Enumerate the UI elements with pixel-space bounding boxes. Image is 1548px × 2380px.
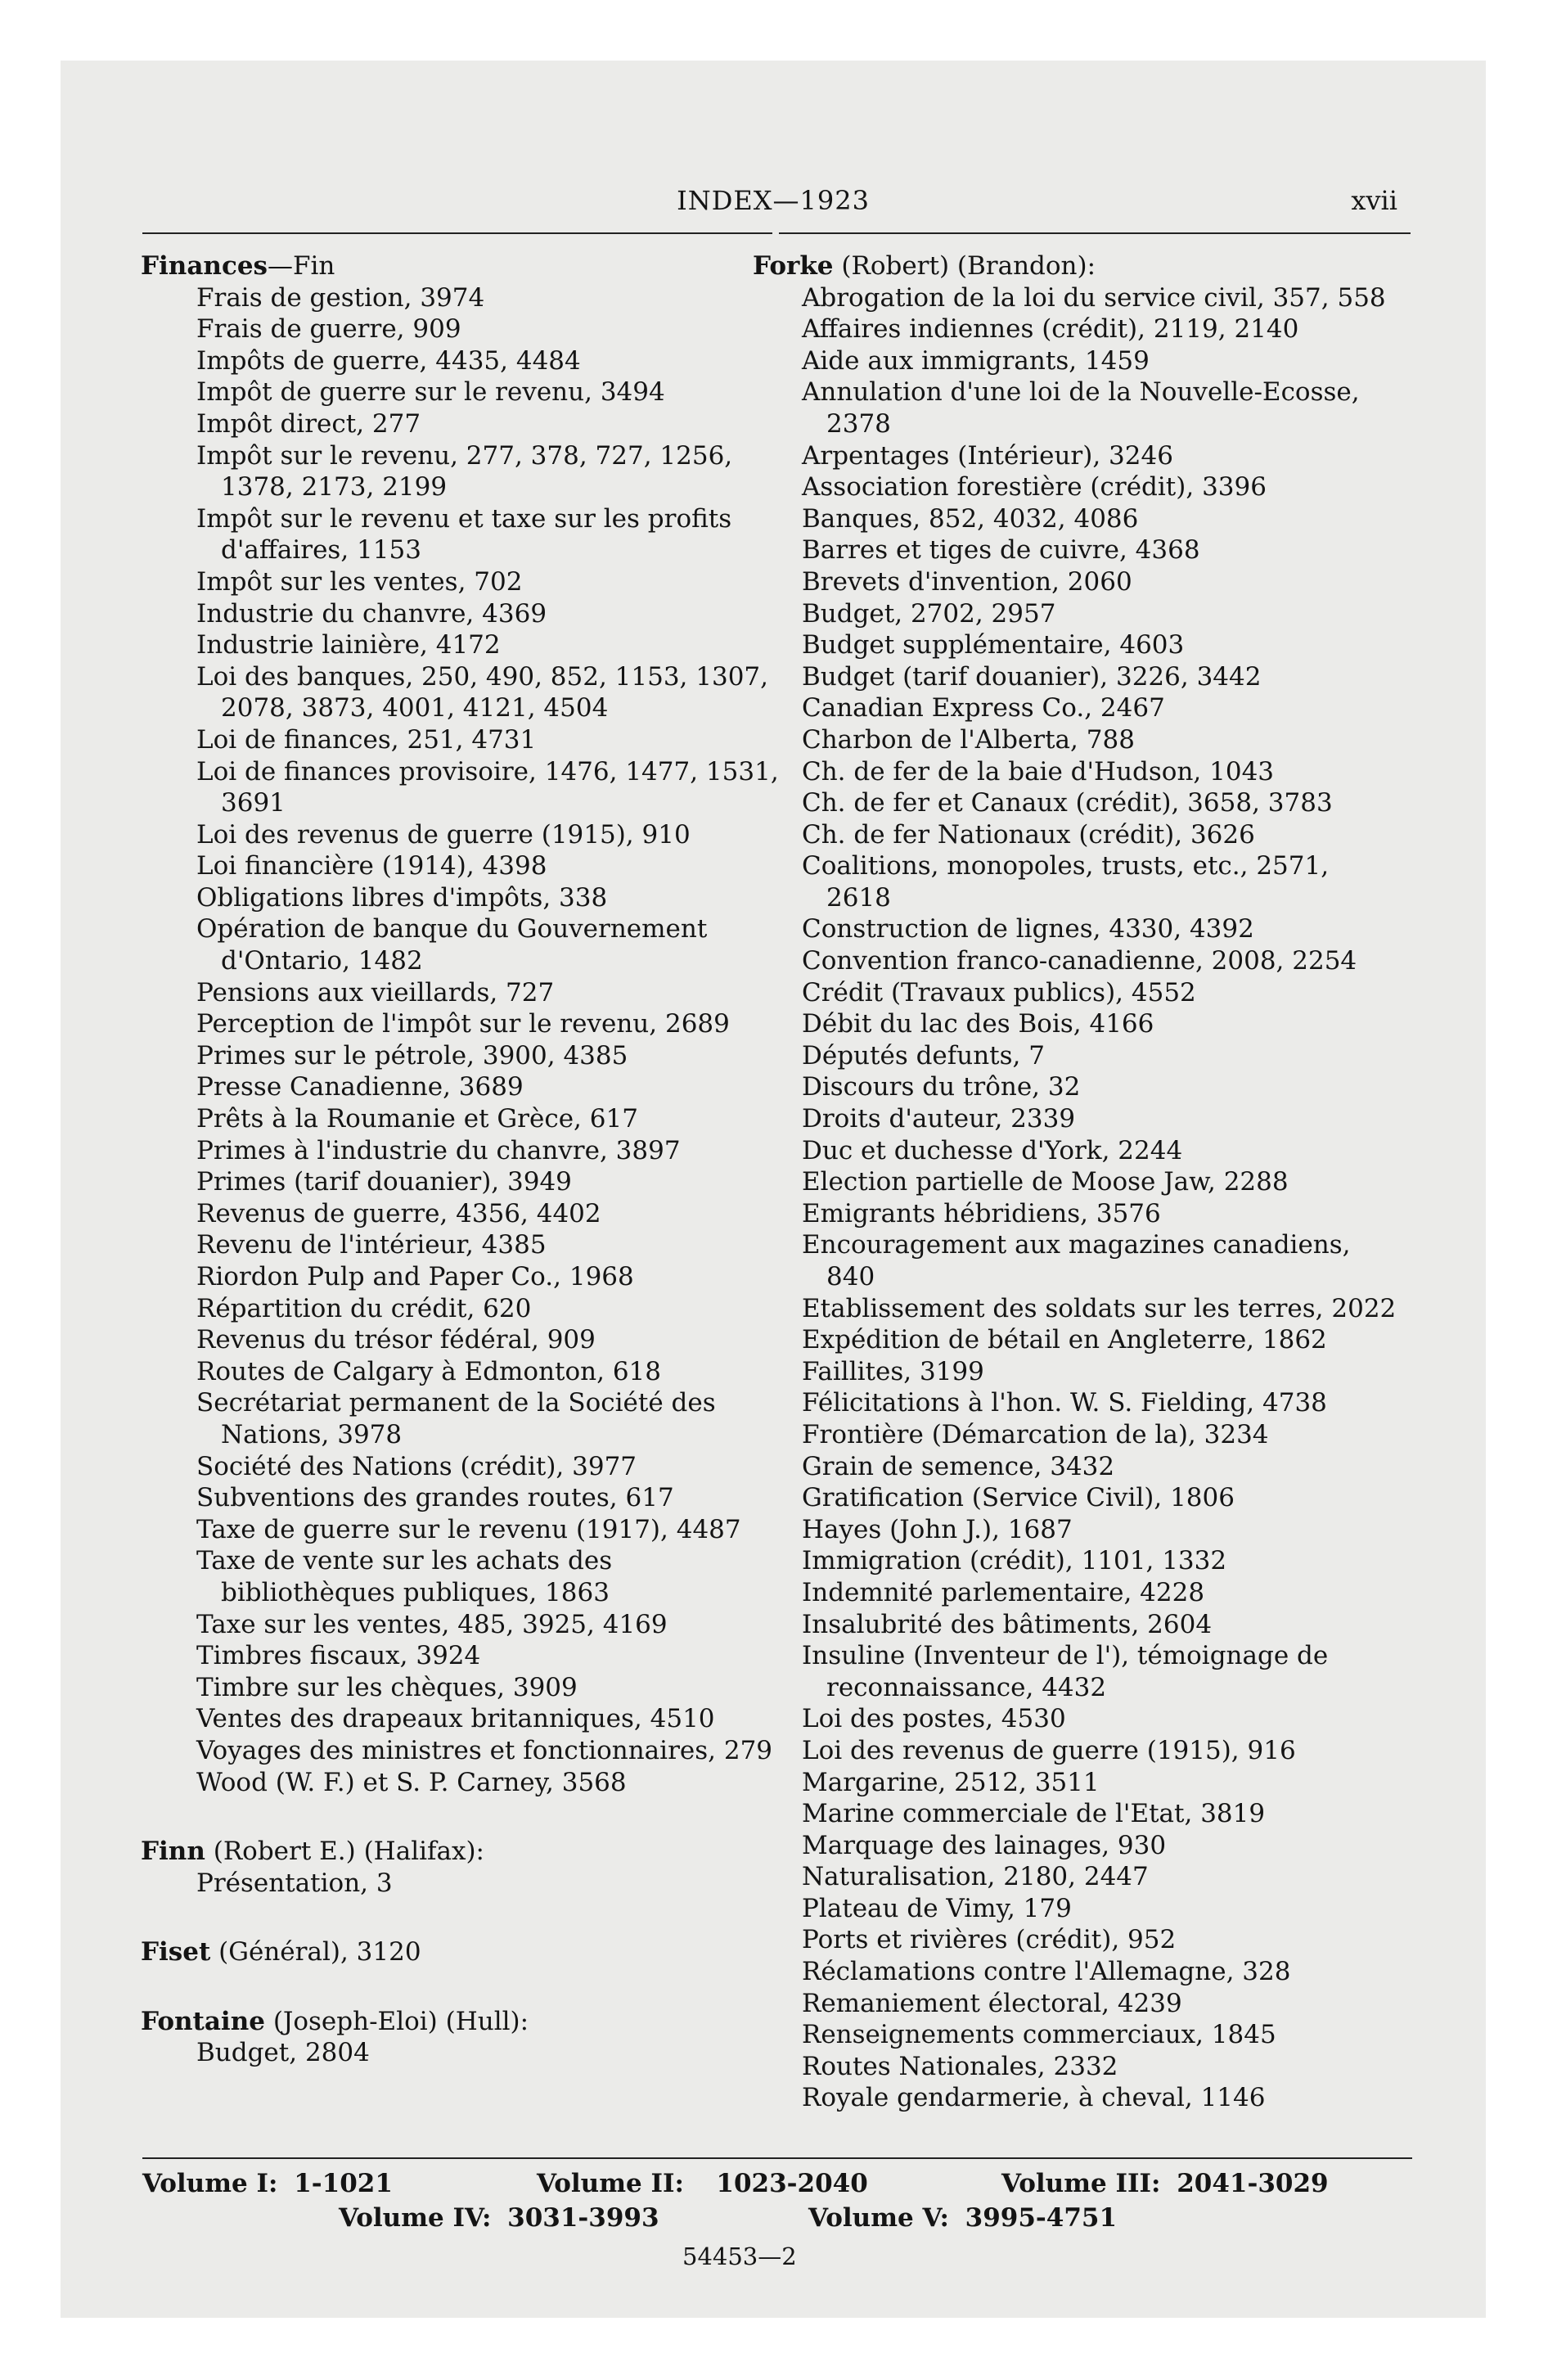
index-subentry: Société des Nations (crédit), 3977 (196, 1451, 637, 1481)
index-subentry: Indemnité parlementaire, 4228 (802, 1577, 1205, 1607)
index-subentry: Canadian Express Co., 2467 (802, 693, 1165, 723)
index-subentry: Etablissement des soldats sur les terres, 2022 (802, 1293, 1397, 1323)
index-subentry: Remaniement électoral, 4239 (802, 1988, 1182, 2018)
index-heading-detail: (Général), 3120 (210, 1937, 421, 1968)
volume-4 (339, 2203, 659, 2233)
index-subentry: Impôt direct, 277 (196, 408, 421, 439)
index-subentry: Margarine, 2512, 3511 (802, 1767, 1100, 1797)
index-subentry: Discours du trône, 32 (802, 1072, 1081, 1102)
right-column (753, 250, 1399, 2114)
index-subentry: Taxe sur les ventes, 485, 3925, 4169 (196, 1609, 668, 1639)
index-subentry: Emigrants hébridiens, 3576 (802, 1198, 1161, 1228)
index-subentry: Riordon Pulp and Paper Co., 1968 (196, 1262, 634, 1291)
index-subentry: Impôt de guerre sur le revenu, 3494 (196, 377, 665, 408)
page-title: INDEX—1923 (677, 185, 870, 216)
volume-3-range: 2041-3029 (1177, 2169, 1329, 2198)
index-subentry: Réclamations contre l'Allemagne, 328 (802, 1957, 1291, 1987)
index-subentry: Aide aux immigrants, 1459 (802, 345, 1150, 376)
index-heading-name: Fiset (141, 1937, 211, 1968)
index-subentry: Pensions aux vieillards, 727 (196, 977, 555, 1007)
index-heading-name: Fontaine (141, 2006, 265, 2036)
index-subentry: Frontière (Démarcation de la), 3234 (802, 1419, 1269, 1449)
index-subentry: Marine commerciale de l'Etat, 3819 (802, 1799, 1266, 1829)
index-heading-detail: (Joseph-Eloi) (Hull): (264, 2006, 529, 2036)
index-subentry: Frais de gestion, 3974 (196, 282, 485, 313)
index-heading (141, 250, 779, 282)
volume-2-label: Volume II: (537, 2169, 684, 2198)
index-subentry: Affaires indiennes (crédit), 2119, 2140 (802, 314, 1299, 345)
index-subentry: Opération de banque du Gouvernement d'Ontario, 1482 (196, 914, 708, 976)
index-heading-name: Finn (141, 1837, 205, 1867)
index-subentry: Gratification (Service Civil), 1806 (802, 1483, 1235, 1513)
index-subentry: Immigration (crédit), 1101, 1332 (802, 1546, 1227, 1576)
index-subentry: Taxe de vente sur les achats des bibliothèques publiques, 1863 (196, 1546, 613, 1607)
index-subentry: Insalubrité des bâtiments, 2604 (802, 1609, 1213, 1639)
index-subentry: Ch. de fer et Canaux (crédit), 3658, 3783 (802, 788, 1333, 818)
index-subentry: Impôt sur le revenu, 277, 378, 727, 1256, 1378, 2173, 2199 (196, 440, 733, 503)
entry-spacer (141, 1798, 779, 1836)
index-subentry: Prêts à la Roumanie et Grèce, 617 (196, 1104, 638, 1134)
index-subentry: Annulation d'une loi de la Nouvelle-Ecosse, 2378 (802, 377, 1360, 439)
index-subentry: Débit du lac des Bois, 4166 (802, 1009, 1154, 1039)
index-subentry: Primes à l'industrie du chanvre, 3897 (196, 1135, 681, 1165)
index-subentry: Industrie lainière, 4172 (196, 630, 501, 660)
volume-1 (142, 2169, 393, 2198)
index-subentry: Presse Canadienne, 3689 (196, 1072, 524, 1102)
index-subentry: Impôt sur le revenu et taxe sur les profits d'affaires, 1153 (196, 503, 732, 566)
index-subentry: Budget, 2702, 2957 (802, 598, 1056, 629)
index-subentry: Loi des postes, 4530 (802, 1704, 1066, 1734)
index-subentry: Subventions des grandes routes, 617 (196, 1483, 674, 1513)
volume-2-range: 1023-2040 (716, 2169, 868, 2198)
index-subentry: Revenu de l'intérieur, 4385 (196, 1230, 547, 1260)
index-subentry: Crédit (Travaux publics), 4552 (802, 977, 1196, 1007)
index-heading-name: Forke (753, 251, 834, 281)
index-subentry: Encouragement aux magazines canadiens, 840 (802, 1230, 1351, 1291)
index-heading (141, 1836, 779, 1868)
index-subentry: Budget, 2804 (196, 2038, 370, 2068)
index-subentry: Grain de semence, 3432 (802, 1451, 1115, 1481)
index-subentry: Loi financière (1914), 4398 (196, 851, 547, 881)
index-subentry: Primes sur le pétrole, 3900, 4385 (196, 1040, 628, 1071)
index-subentry: Banques, 852, 4032, 4086 (802, 503, 1139, 534)
scanned-page (61, 61, 1486, 2318)
index-subentry: Wood (W. F.) et S. P. Carney, 3568 (196, 1767, 627, 1797)
index-subentry: Secrétariat permanent de la Société des Nations, 3978 (196, 1388, 716, 1449)
index-subentry: Droits d'auteur, 2339 (802, 1104, 1076, 1134)
index-subentry: Ventes des drapeaux britanniques, 4510 (196, 1704, 715, 1734)
page-number: xvii (1351, 185, 1397, 216)
index-heading-detail: —Fin (268, 251, 335, 281)
index-subentry: Arpentages (Intérieur), 3246 (802, 440, 1173, 471)
index-subentry: Barres et tiges de cuivre, 4368 (802, 535, 1200, 566)
index-subentry: Naturalisation, 2180, 2447 (802, 1862, 1149, 1892)
index-subentry: Coalitions, monopoles, trusts, etc., 2571, 2618 (802, 851, 1330, 913)
volume-2 (537, 2169, 868, 2198)
index-subentry: Ports et rivières (crédit), 952 (802, 1925, 1177, 1955)
index-subentry: Primes (tarif douanier), 3949 (196, 1167, 572, 1197)
volume-5 (808, 2203, 1117, 2233)
index-subentry: Impôt sur les ventes, 702 (196, 566, 523, 597)
index-heading-detail: (Robert E.) (Halifax): (205, 1837, 484, 1867)
index-subentry: Association forestière (crédit), 3396 (802, 472, 1267, 503)
index-subentry: Loi des banques, 250, 490, 852, 1153, 1307, 2078, 3873, 4001, 4121, 4504 (196, 661, 769, 723)
index-subentry: Timbre sur les chèques, 3909 (196, 1672, 578, 1702)
index-subentry: Budget (tarif douanier), 3226, 3442 (802, 661, 1262, 692)
header-rule-right (779, 232, 1411, 234)
header-rule-left (142, 232, 772, 234)
index-subentry: Royale gendarmerie, à cheval, 1146 (802, 2083, 1266, 2113)
volume-3-label: Volume III: (1001, 2169, 1161, 2198)
index-subentry: Voyages des ministres et fonctionnaires, 279 (196, 1735, 773, 1765)
index-subentry: Hayes (John J.), 1687 (802, 1514, 1073, 1544)
volume-5-label: Volume V: (808, 2203, 949, 2233)
index-subentry: Revenus du trésor fédéral, 909 (196, 1325, 596, 1355)
index-heading (141, 2006, 779, 2038)
index-subentry: Abrogation de la loi du service civil, 357, 558 (802, 282, 1386, 313)
index-subentry: Répartition du crédit, 620 (196, 1293, 532, 1323)
index-subentry: Timbres fiscaux, 3924 (196, 1641, 481, 1671)
index-subentry: Convention franco-canadienne, 2008, 2254 (802, 946, 1357, 976)
footer-rule (142, 2157, 1412, 2159)
volume-1-label: Volume I: (142, 2169, 278, 2198)
index-subentry: Expédition de bétail en Angleterre, 1862 (802, 1325, 1327, 1355)
index-subentry: Charbon de l'Alberta, 788 (802, 724, 1135, 755)
print-code: 54453—2 (682, 2243, 797, 2270)
left-column (141, 250, 779, 2069)
index-subentry: Obligations libres d'impôts, 338 (196, 882, 608, 913)
index-subentry: Loi de finances provisoire, 1476, 1477, 1531, 3691 (196, 756, 779, 818)
index-subentry: Frais de guerre, 909 (196, 314, 461, 345)
index-subentry: Brevets d'invention, 2060 (802, 566, 1132, 597)
index-subentry: Revenus de guerre, 4356, 4402 (196, 1198, 601, 1228)
index-subentry: Insuline (Inventeur de l'), témoignage de reconnaissance, 4432 (802, 1641, 1329, 1702)
index-subentry: Construction de lignes, 4330, 4392 (802, 914, 1254, 944)
index-subentry: Duc et duchesse d'York, 2244 (802, 1135, 1183, 1165)
index-subentry: Routes Nationales, 2332 (802, 2051, 1118, 2081)
volume-4-range: 3031-3993 (507, 2203, 659, 2233)
index-subentry: Routes de Calgary à Edmonton, 618 (196, 1356, 662, 1386)
entry-spacer (141, 1968, 779, 2006)
index-subentry: Impôts de guerre, 4435, 4484 (196, 345, 581, 376)
index-subentry: Députés defunts, 7 (802, 1040, 1045, 1071)
volume-1-range: 1-1021 (294, 2169, 393, 2198)
index-heading (753, 250, 1399, 282)
index-subentry: Renseignements commerciaux, 1845 (802, 2020, 1276, 2050)
entry-spacer (141, 1899, 779, 1936)
index-heading (141, 1936, 779, 1968)
index-subentry: Taxe de guerre sur le revenu (1917), 4487 (196, 1514, 741, 1544)
index-subentry: Loi des revenus de guerre (1915), 910 (196, 819, 691, 850)
index-subentry: Marquage des lainages, 930 (802, 1830, 1167, 1860)
index-subentry: Ch. de fer Nationaux (crédit), 3626 (802, 819, 1255, 850)
index-heading-name: Finances (141, 251, 268, 281)
volume-4-label: Volume IV: (339, 2203, 492, 2233)
index-subentry: Budget supplémentaire, 4603 (802, 630, 1185, 660)
index-subentry: Industrie du chanvre, 4369 (196, 598, 547, 629)
index-subentry: Ch. de fer de la baie d'Hudson, 1043 (802, 756, 1275, 787)
volume-3 (1001, 2169, 1329, 2198)
index-subentry: Plateau de Vimy, 179 (802, 1893, 1072, 1923)
index-subentry: Loi de finances, 251, 4731 (196, 724, 537, 755)
index-subentry: Perception de l'impôt sur le revenu, 2689 (196, 1009, 730, 1039)
volume-5-range: 3995-4751 (965, 2203, 1118, 2233)
index-subentry: Faillites, 3199 (802, 1356, 984, 1386)
index-subentry: Election partielle de Moose Jaw, 2288 (802, 1167, 1289, 1197)
index-subentry: Félicitations à l'hon. W. S. Fielding, 4738 (802, 1388, 1327, 1418)
index-subentry: Présentation, 3 (196, 1868, 393, 1898)
index-heading-detail: (Robert) (Brandon): (833, 251, 1096, 281)
index-subentry: Loi des revenus de guerre (1915), 916 (802, 1735, 1296, 1765)
